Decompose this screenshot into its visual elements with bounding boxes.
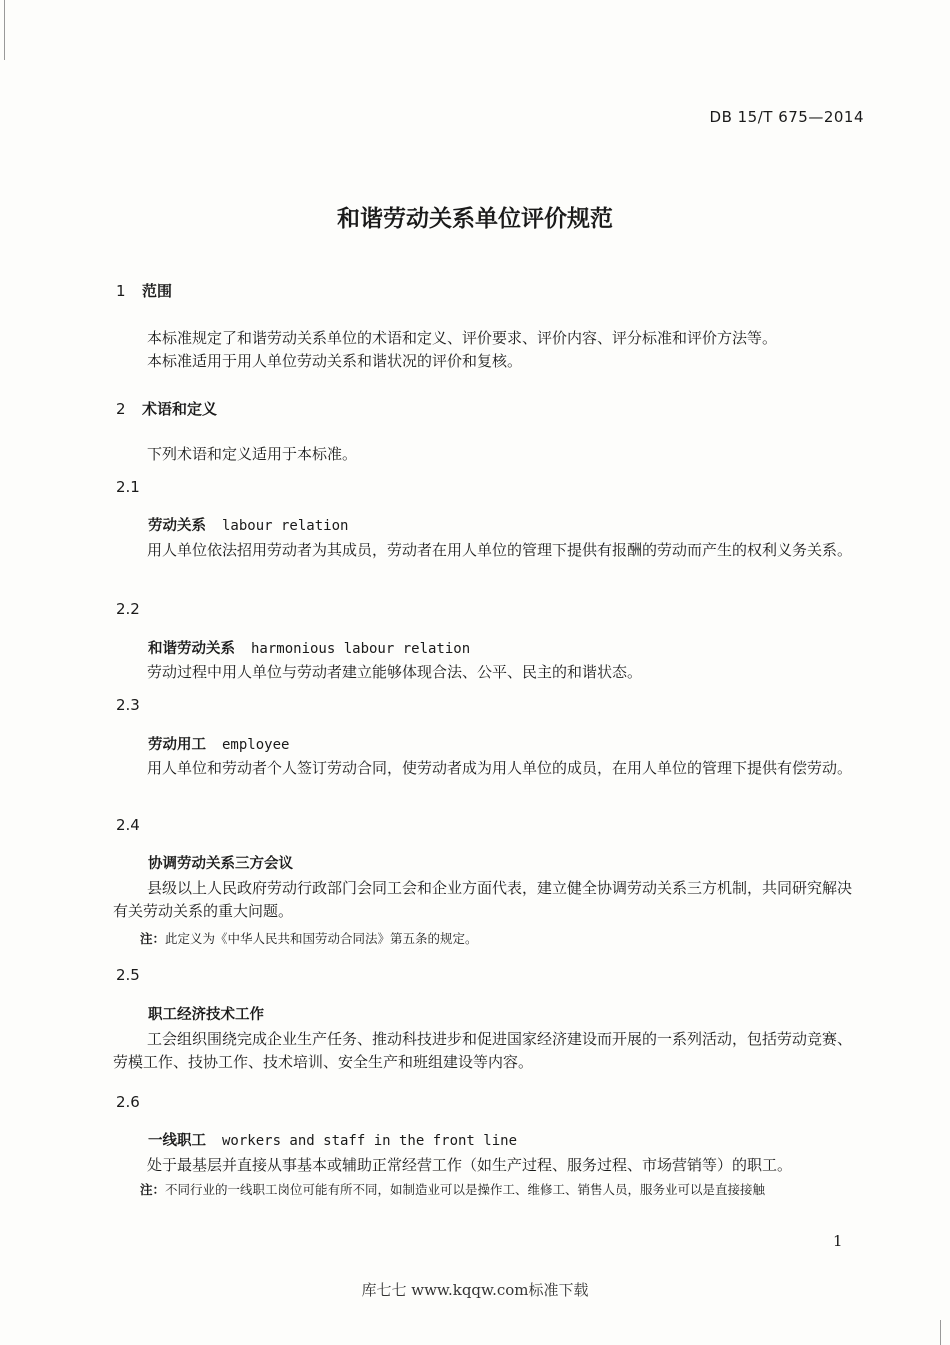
note-text: 此定义为《中华人民共和国劳动合同法》第五条的规定。 — [165, 931, 478, 946]
section-1-heading — [116, 280, 172, 301]
note-label: 注： — [140, 1182, 166, 1197]
term-en: labour relation — [222, 518, 349, 534]
note-label: 注： — [140, 931, 166, 946]
term-definition: 用人单位和劳动者个人签订劳动合同，使劳动者成为用人单位的成员，在用人单位的管理下提供有偿劳动。 — [147, 759, 853, 777]
term-entry — [148, 637, 470, 658]
scan-edge-mark — [4, 0, 5, 60]
term-zh: 劳动用工 — [148, 737, 206, 753]
section-2-intro: 下列术语和定义适用于本标准。 — [147, 445, 358, 463]
term-definition: 用人单位依法招用劳动者为其成员，劳动者在用人单位的管理下提供有报酬的劳动而产生的权利义务关系。 — [147, 541, 853, 559]
term-en: harmonious labour relation — [251, 641, 471, 657]
clause-number: 2.2 — [116, 600, 140, 618]
page-number: 1 — [833, 1232, 843, 1250]
clause-number: 2.1 — [116, 478, 140, 496]
term-zh: 协调劳动关系三方会议 — [148, 856, 293, 872]
term-zh: 劳动关系 — [148, 518, 206, 534]
section-number: 1 — [116, 282, 126, 300]
section-title: 范围 — [142, 282, 173, 300]
clause-number: 2.5 — [116, 966, 140, 984]
document-code: DB 15/T 675—2014 — [709, 108, 864, 126]
term-definition: 处于最基层并直接从事基本或辅助正常经营工作（如生产过程、服务过程、市场营销等）的职工。 — [147, 1156, 793, 1174]
clause-number: 2.4 — [116, 816, 140, 834]
term-entry — [148, 733, 289, 754]
term-definition: 工会组织围绕完成企业生产任务、推动科技进步和促进国家经济建设而开展的一系列活动，包括劳动竞赛、劳模工作、技协工作、技术培训、安全生产和班组建设等内容。 — [113, 1030, 853, 1071]
term-en: employee — [222, 737, 290, 753]
section-1-para-1: 本标准规定了和谐劳动关系单位的术语和定义、评价要求、评价内容、评分标准和评价方法等。 — [147, 329, 778, 347]
scan-edge-mark — [940, 1320, 941, 1345]
section-title: 术语和定义 — [142, 400, 218, 418]
clause-number: 2.3 — [116, 696, 140, 714]
term-entry — [148, 1003, 264, 1024]
term-en: workers and staff in the front line — [222, 1133, 518, 1149]
term-entry — [148, 514, 348, 535]
term-note — [140, 1181, 860, 1199]
section-2-heading — [116, 398, 217, 419]
term-note — [140, 930, 860, 948]
footer-watermark: 库七七 www.kqqw.com标准下载 — [361, 1281, 589, 1299]
term-definition: 县级以上人民政府劳动行政部门会同工会和企业方面代表，建立健全协调劳动关系三方机制，共同研究解决有关劳动关系的重大问题。 — [113, 879, 853, 920]
section-number: 2 — [116, 400, 126, 418]
term-definition: 劳动过程中用人单位与劳动者建立能够体现合法、公平、民主的和谐状态。 — [147, 663, 643, 681]
page-title: 和谐劳动关系单位评价规范 — [337, 206, 613, 232]
term-zh: 一线职工 — [148, 1133, 206, 1149]
section-1-para-2: 本标准适用于用人单位劳动关系和谐状况的评价和复核。 — [147, 352, 523, 370]
term-zh: 和谐劳动关系 — [148, 641, 235, 657]
term-entry — [148, 1129, 517, 1150]
clause-number: 2.6 — [116, 1093, 140, 1111]
term-zh: 职工经济技术工作 — [148, 1007, 264, 1023]
note-text: 不同行业的一线职工岗位可能有所不同，如制造业可以是操作工、维修工、销售人员，服务业可以是直接接触 — [165, 1182, 766, 1197]
term-entry — [148, 852, 293, 873]
